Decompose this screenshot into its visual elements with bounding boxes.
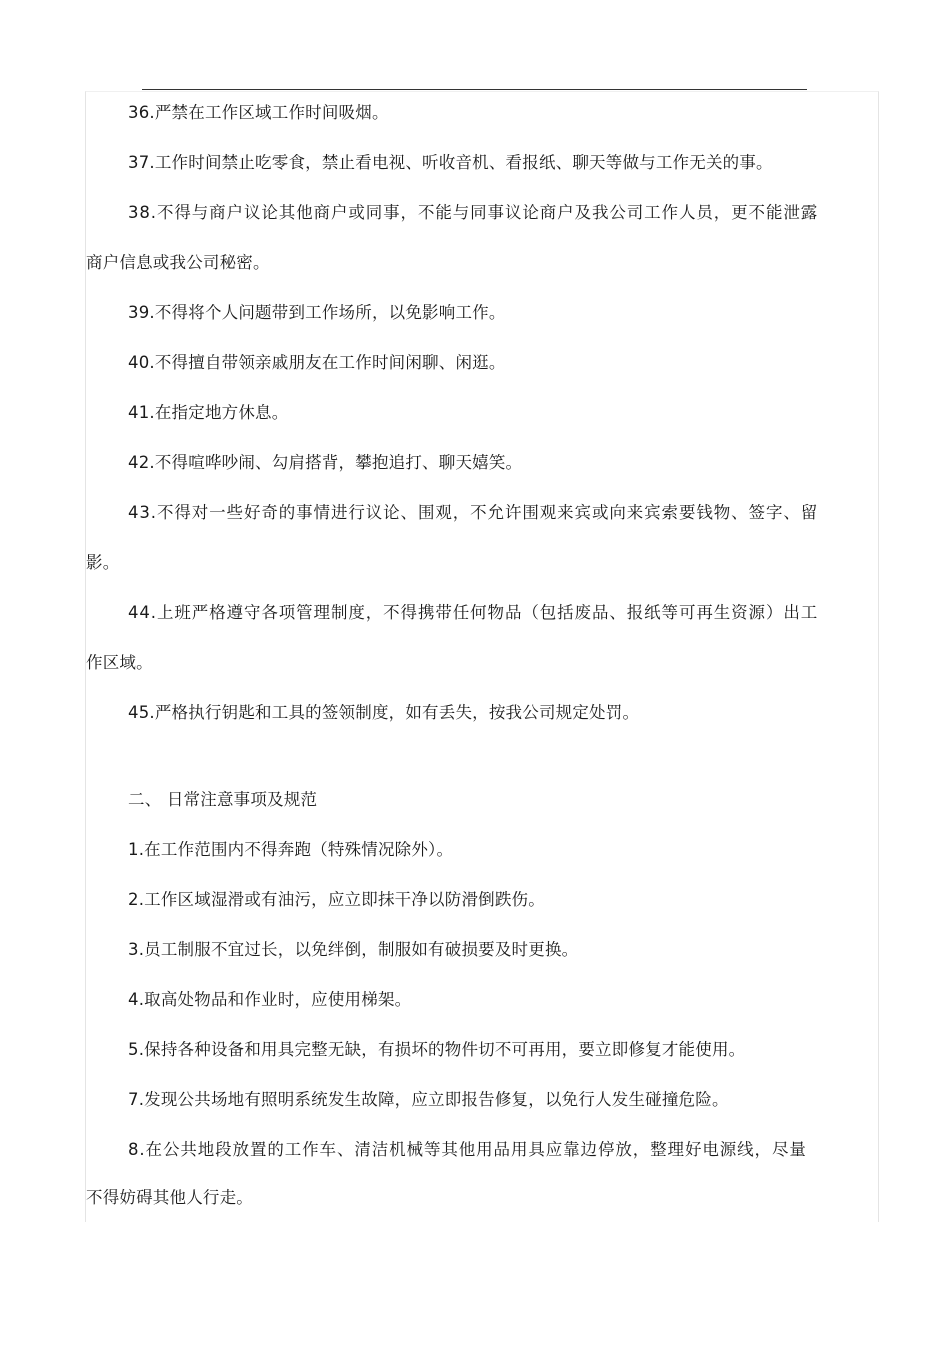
daily-item-4: 4.取高处物品和作业时，应使用梯架。	[128, 990, 412, 1009]
daily-item-1: 1.在工作范围内不得奔跑（特殊情况除外）。	[128, 840, 454, 859]
rule-44-continued: 作区域。	[86, 653, 153, 672]
section-heading: 二、 日常注意事项及规范	[128, 790, 318, 809]
daily-item-2: 2.工作区域湿滑或有油污，应立即抹干净以防滑倒跌伤。	[128, 890, 545, 909]
daily-item-7: 7.发现公共场地有照明系统发生故障，应立即报告修复，以免行人发生碰撞危险。	[128, 1090, 729, 1109]
rule-36: 36.严禁在工作区域工作时间吸烟。	[128, 103, 389, 122]
rule-40: 40.不得擅自带领亲戚朋友在工作时间闲聊、闲逛。	[128, 353, 506, 372]
header-rule	[142, 89, 807, 90]
rule-41: 41.在指定地方休息。	[128, 403, 289, 422]
rule-43-continued: 影。	[86, 553, 120, 572]
rule-43: 43.不得对一些好奇的事情进行议论、围观，不允许围观来宾或向来宾索要钱物、签字、留	[128, 503, 819, 522]
rule-45: 45.严格执行钥匙和工具的签领制度，如有丢失，按我公司规定处罚。	[128, 703, 640, 722]
daily-item-3: 3.员工制服不宜过长，以免绊倒，制服如有破损要及时更换。	[128, 940, 579, 959]
daily-item-8: 8.在公共地段放置的工作车、清洁机械等其他用品用具应靠边停放，整理好电源线，尽量	[128, 1140, 807, 1159]
daily-item-5: 5.保持各种设备和用具完整无缺，有损坏的物件切不可再用，要立即修复才能使用。	[128, 1040, 746, 1059]
rule-38: 38.不得与商户议论其他商户或同事，不能与同事议论商户及我公司工作人员，更不能泄露	[128, 203, 819, 222]
rule-38-continued: 商户信息或我公司秘密。	[86, 253, 270, 272]
daily-item-8-continued: 不得妨碍其他人行走。	[86, 1188, 253, 1207]
rule-44: 44.上班严格遵守各项管理制度，不得携带任何物品（包括废品、报纸等可再生资源）出工	[128, 603, 819, 622]
rule-42: 42.不得喧哗吵闹、勾肩搭背，攀抱追打、聊天嬉笑。	[128, 453, 523, 472]
rule-37: 37.工作时间禁止吃零食，禁止看电视、听收音机、看报纸、聊天等做与工作无关的事。	[128, 153, 773, 172]
rule-39: 39.不得将个人问题带到工作场所，以免影响工作。	[128, 303, 506, 322]
